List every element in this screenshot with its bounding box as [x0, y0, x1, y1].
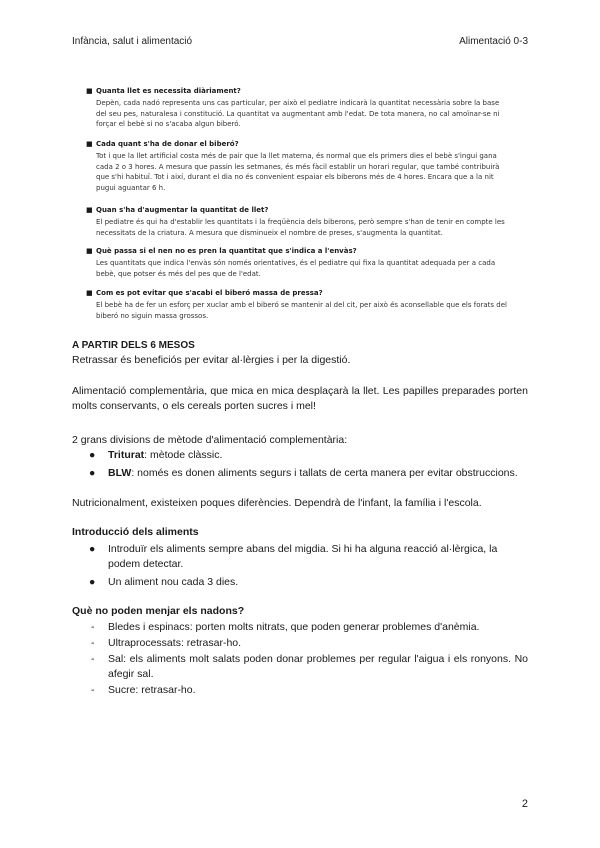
- bullet-icon: ■: [86, 140, 93, 148]
- section-heading: Introducció dels aliments: [72, 526, 199, 538]
- section-heading: A PARTIR DELS 6 MESOS: [72, 340, 195, 351]
- paragraph-complementary: [72, 384, 528, 414]
- list-item: ● Un aliment nou cada 3 dies.: [89, 576, 239, 588]
- qa-item-5: [84, 288, 510, 321]
- qa-answer: Les quantitats que indica l'envàs són només orientatives, és el pediatre qui fixa la quantitat adequada per a cada bebè, que potser és més del pes que de l'edat.: [96, 259, 496, 278]
- qa-question: Què passa si el nen no es pren la quantitat que s'indica a l'envàs?: [96, 247, 357, 255]
- methods-list: [72, 448, 528, 481]
- bullet-icon: ●: [89, 449, 96, 461]
- header-subject: Alimentació 0-3: [459, 36, 528, 47]
- list-item: ● Introduïr els aliments sempre abans del migdia. Si hi ha alguna reacció al·lèrgica, la podem detectar.: [89, 543, 498, 570]
- methods-block: [72, 433, 528, 481]
- list-item: - Bledes i espinacs: porten molts nitrats, que poden generar problemes d'anèmia.: [91, 621, 480, 633]
- method-desc: : només es donen aliments segurs i tallats de certa manera per evitar obstruccions.: [131, 467, 518, 479]
- method-term: Triturat: [108, 449, 145, 461]
- intro-list: [72, 542, 528, 590]
- qa-question: Com es pot evitar que s'acabi el biberó massa de pressa?: [96, 289, 323, 297]
- list-item: - Ultraprocessats: retrasar-ho.: [91, 637, 242, 649]
- bullet-icon: ●: [89, 543, 96, 555]
- intro-foods-block: [72, 525, 528, 590]
- cannot-list: [72, 620, 528, 698]
- qa-item-1: [84, 86, 510, 130]
- qa-question: Quan s'ha d'augmentar la quantitat de llet?: [96, 206, 269, 214]
- paragraph: Alimentació complementària, que mica en mica desplaçarà la llet. Les papilles preparades porten molts conservants, o els cereals porten sucres i mel!: [72, 385, 528, 412]
- qa-answer: El pediatre és qui ha d'establir les quantitats i la freqüència dels biberons, però sempre s'han de tenir en compte les necessitats de la criatura. A mesura que disminueix el nombre de preses, s'augmenta la quantitat.: [96, 218, 505, 237]
- header-title: Infància, salut i alimentació: [72, 36, 193, 47]
- method-desc: : mètode clàssic.: [144, 449, 223, 461]
- qa-item-4: [84, 246, 510, 279]
- paragraph: Nutricionalment, existeixen poques diferències. Dependrà de l'infant, la família i l'escola.: [72, 497, 482, 509]
- bullet-icon: ■: [86, 247, 93, 255]
- section-6-months: [72, 338, 528, 368]
- list-item: [72, 466, 528, 481]
- page-header: [72, 36, 528, 50]
- methods-intro: 2 grans divisions de mètode d'alimentació complementària:: [72, 434, 348, 446]
- list-item: [72, 448, 528, 463]
- qa-question: Quanta llet es necessita diàriament?: [96, 87, 241, 95]
- qa-item-2: [84, 139, 510, 193]
- bullet-icon: ■: [86, 87, 93, 95]
- method-term: BLW: [108, 467, 132, 479]
- page-number: 2: [521, 798, 528, 810]
- qa-answer: Depèn, cada nadó representa uns cas particular, per això el pediatre indicarà la quantitat necessària sobre la base del seu pes, naturalesa i constitució. La quantitat va augmentant amb l'edat. De tota manera, no cal amoïnar-se ni forçar el bebè si no s'acaba algun biberó.: [96, 99, 500, 128]
- qa-answer: El bebè ha de fer un esforç per xuclar amb el biberó se mantenir al del cit, per això és aconsellable que els forats del biberó no siguin massa grossos.: [96, 301, 507, 320]
- cannot-eat-block: [72, 604, 528, 699]
- section-heading: Què no poden menjar els nadons?: [72, 605, 245, 617]
- list-item: - Sucre: retrasar-ho.: [91, 684, 196, 696]
- qa-answer: Tot i que la llet artificial costa més de pair que la llet materna, és normal que els primers dies el bebè s'ingui gana cada 2 o 3 hores. A mesura que passin les setmanes, és més fàcil establir un horari regular, que també contribuirà que s'hi habituï. Tot i així, durant el dia no és convenient espaiar els biberons més de 4 hores. Encara que a la nit pugui aguantar 6 h.: [96, 152, 500, 192]
- list-item: - Sal: els aliments molt salats poden donar problemes per regular l'aigua i els ronyons. No afegir sal.: [91, 653, 528, 680]
- bullet-icon: ●: [89, 576, 96, 588]
- paragraph: Retrassar és beneficiós per evitar al·lèrgies i per la digestió.: [72, 354, 351, 366]
- bullet-icon: ■: [86, 289, 93, 297]
- nutrition-note: [72, 496, 528, 511]
- bullet-icon: ●: [89, 467, 96, 479]
- bullet-icon: ■: [86, 206, 93, 214]
- qa-item-3: [84, 205, 510, 238]
- qa-question: Cada quant s'ha de donar el biberó?: [96, 140, 239, 148]
